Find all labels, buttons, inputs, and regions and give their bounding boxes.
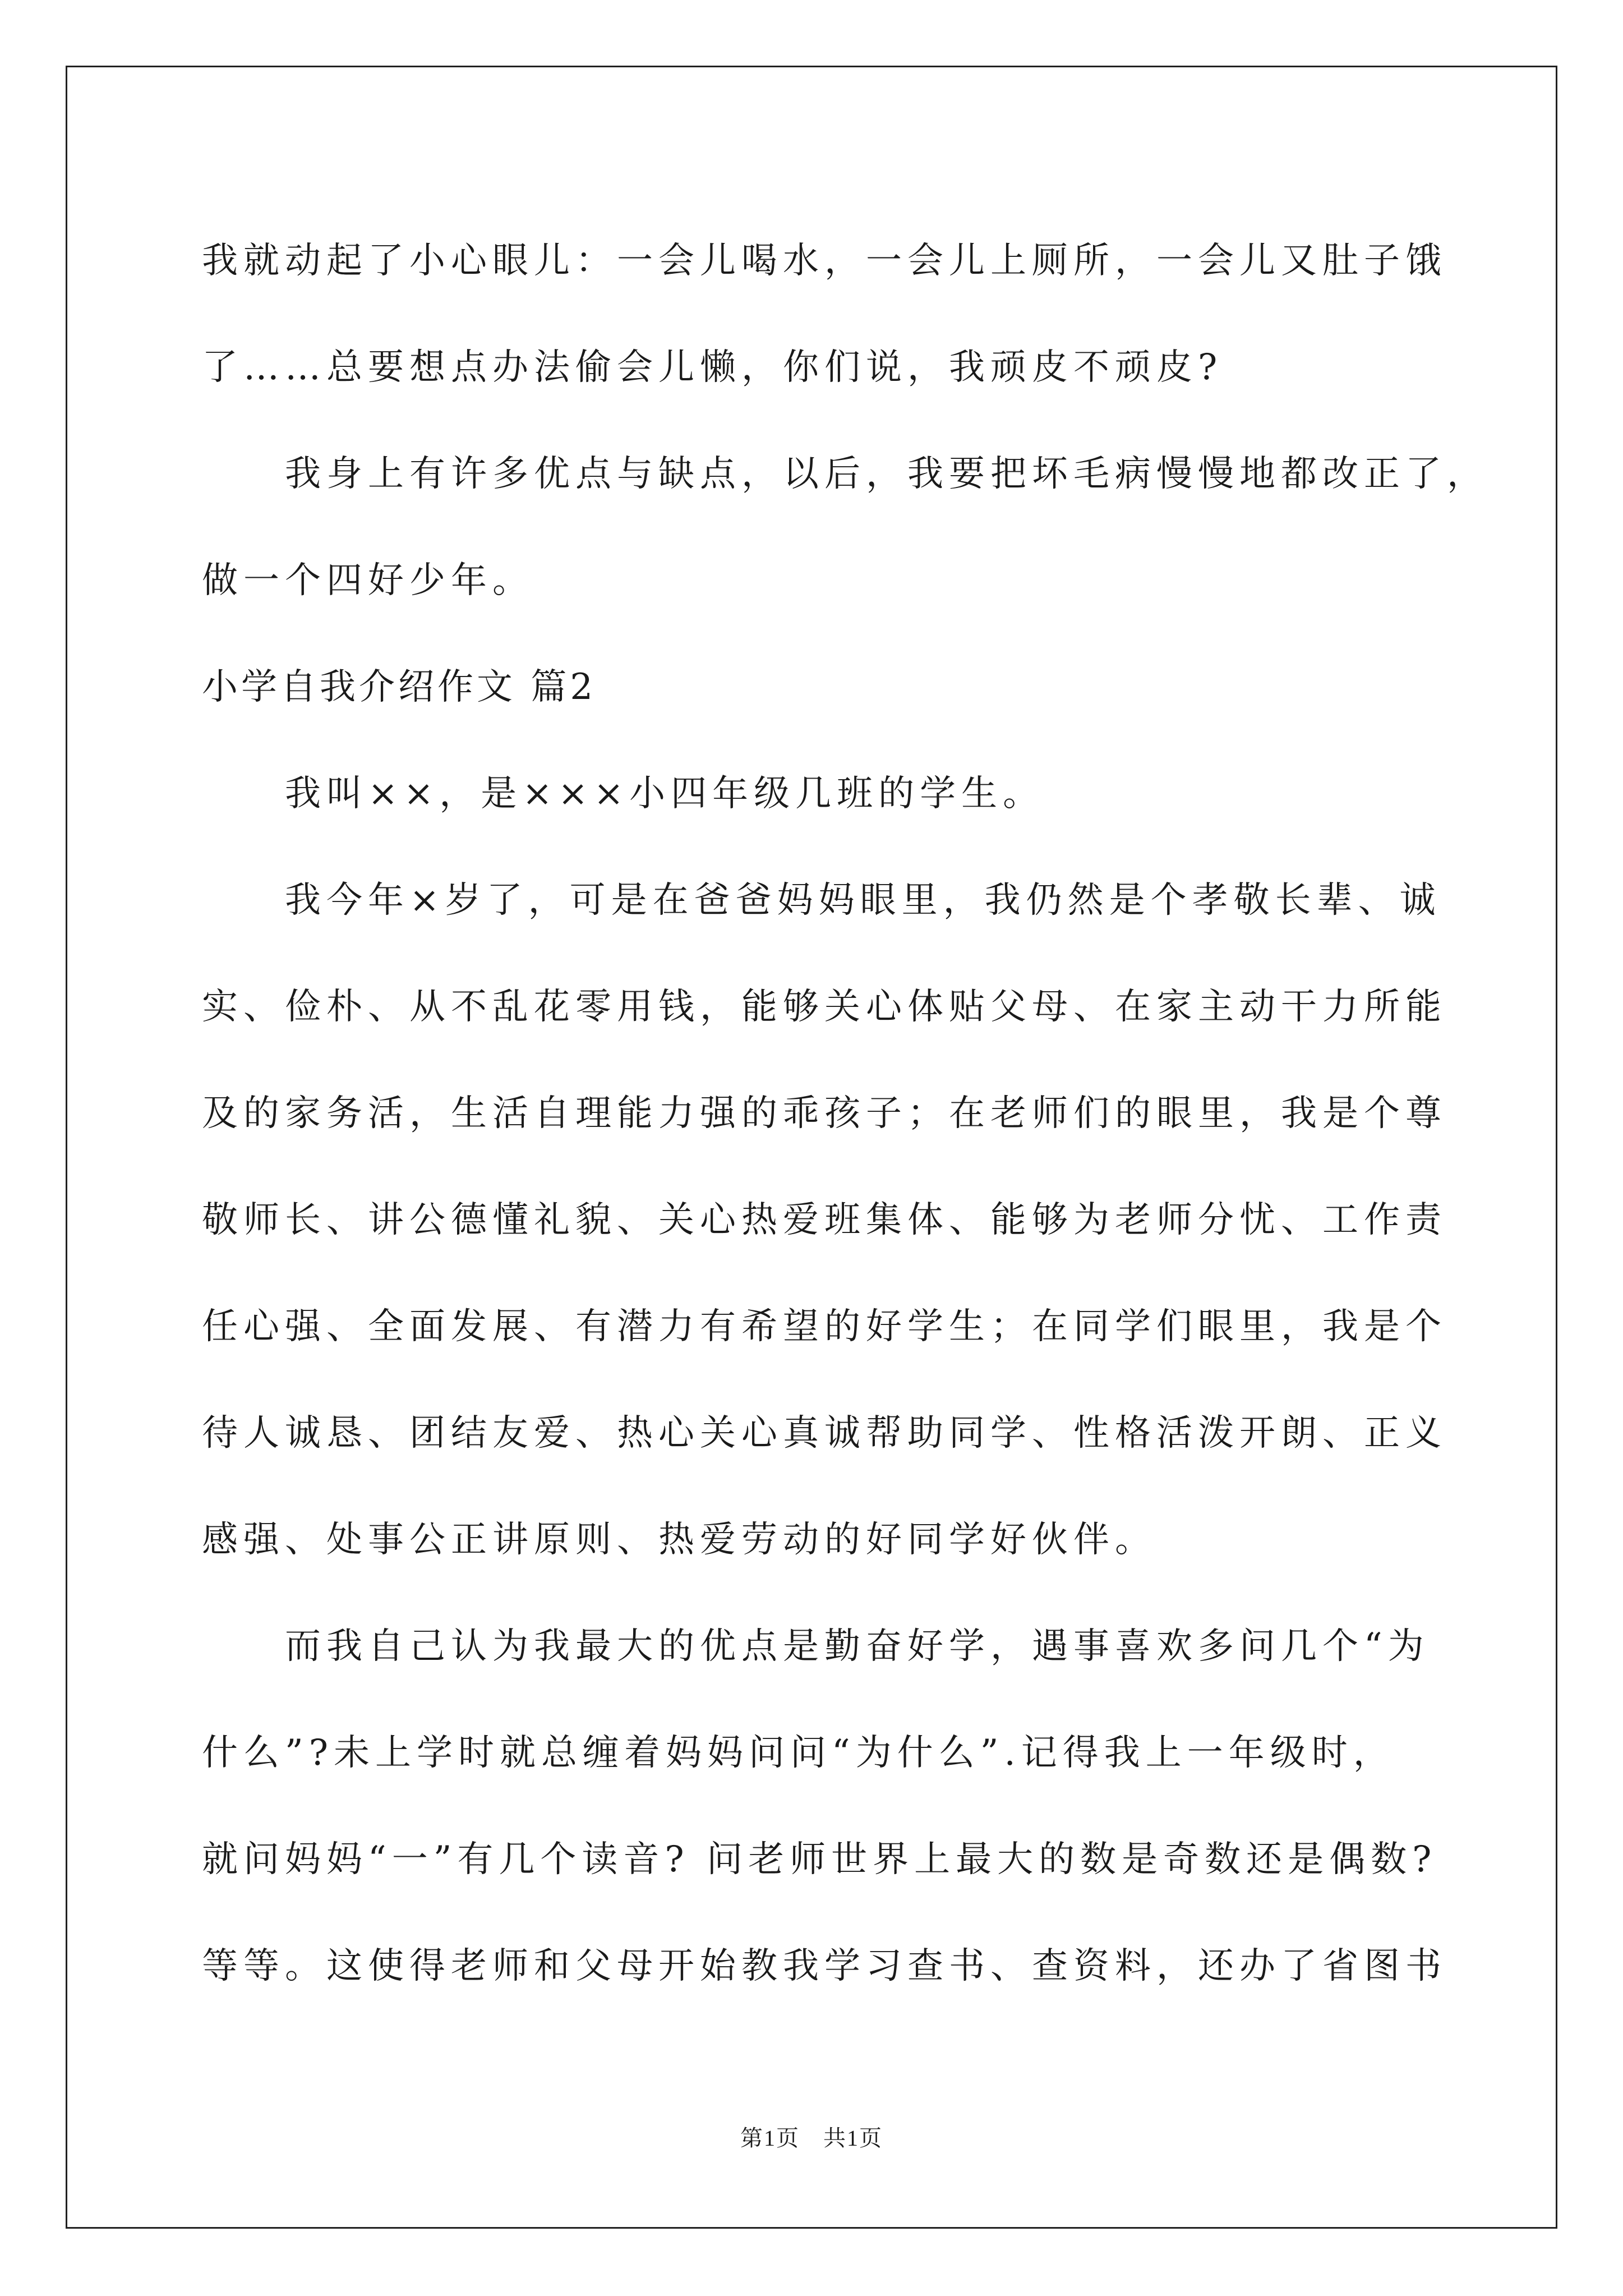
paragraph-line: 我今年×岁了，可是在爸爸妈妈眼里，我仍然是个孝敬长辈、诚: [285, 880, 1441, 921]
paragraph-line: 什么”?未上学时就总缠着妈妈问问“为什么”.记得我上一年级时，: [202, 1732, 1395, 1774]
paragraph-line: 做一个四好少年。: [202, 560, 534, 601]
paragraph-line: 待人诚恳、团结友爱、热心关心真诚帮助同学、性格活泼开朗、正义: [202, 1412, 1447, 1454]
paragraph-line: 敬师长、讲公德懂礼貌、关心热爱班集体、能够为老师分忧、工作责: [202, 1199, 1447, 1241]
paragraph-line: 就问妈妈“一”有几个读音? 问老师世界上最大的数是奇数还是偶数?: [202, 1839, 1437, 1880]
paragraph-line: 我身上有许多优点与缺点，以后，我要把坏毛病慢慢地都改正了，: [285, 453, 1488, 495]
paragraph-line: 而我自己认为我最大的优点是勤奋好学，遇事喜欢多问几个“为: [285, 1626, 1430, 1667]
section-heading: 小学自我介绍作文 篇2: [202, 666, 597, 708]
paragraph-line: 任心强、全面发展、有潜力有希望的好学生；在同学们眼里，我是个: [202, 1306, 1447, 1347]
paragraph-line: 感强、处事公正讲原则、热爱劳动的好同学好伙伴。: [202, 1519, 1156, 1561]
paragraph-line: 我叫××，是×××小四年级几班的学生。: [285, 773, 1045, 815]
paragraph-line: 了……总要想点办法偷会儿懒，你们说，我顽皮不顽皮?: [202, 347, 1223, 388]
paragraph-line: 及的家务活，生活自理能力强的乖孩子；在老师们的眼里，我是个尊: [202, 1093, 1447, 1134]
paragraph-line: 实、俭朴、从不乱花零用钱，能够关心体贴父母、在家主动干力所能: [202, 986, 1447, 1028]
paragraph-line: 等等。这使得老师和父母开始教我学习查书、查资料，还办了省图书: [202, 1945, 1447, 1987]
paragraph-line: 我就动起了小心眼儿：一会儿喝水，一会儿上厕所，一会儿又肚子饿: [202, 240, 1447, 282]
document-body: [202, 208, 1488, 2019]
page-footer: 第1页 共1页: [740, 2125, 883, 2151]
